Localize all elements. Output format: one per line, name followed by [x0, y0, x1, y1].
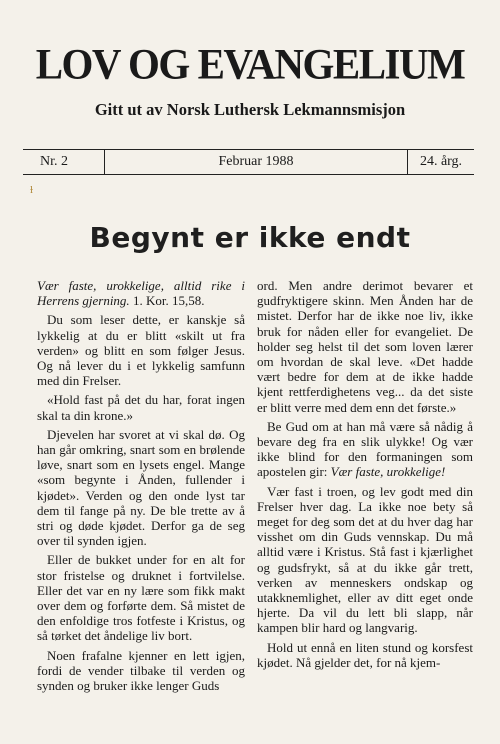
issue-volume: 24. årg. — [407, 150, 474, 174]
article-column-left — [37, 278, 245, 697]
paragraph — [257, 419, 473, 480]
epigraph — [37, 278, 245, 308]
issue-number: Nr. 2 — [23, 150, 105, 174]
paragraph: «Hold fast på det du har, forat ingen skal ta din krone.» — [37, 392, 245, 423]
paragraph: Du som leser dette, er kanskje så lykkelig at du er blitt «skilt ut fra verden» og blitt en som følger Jesus. Og nå lever du i et lykkelig samfunn med din Frelser. — [37, 312, 245, 389]
page-mark: ɫ — [30, 184, 34, 196]
masthead-title: LOV OG EVANGELIUM — [35, 39, 465, 89]
paragraph: Noen frafalne kjenner en lett igjen, fordi de vender tilbake til verden og synden og bruker ikke lenger Guds — [37, 647, 245, 694]
paragraph: Djevelen har svoret at vi skal dø. Og han går omkring, snart som en brølende løve, snart som en lysets engel. Mange «som begynte i Ånden, fullender i kjødet». Verden og den onde lyst tar dem til fange på ny. De ble trette av å stri og døde kjødet. Derfor ga de seg over til synden igjen. — [37, 426, 245, 549]
paragraph-text: Be Gud om at han må være så nådig å bevare deg fra en slik ulykke! Og vær ikke blind for den formaningen som apostelen gir: — [257, 418, 473, 480]
article-headline: Begynt er ikke endt — [89, 221, 411, 254]
masthead-subtitle: Gitt ut av Norsk Luthersk Lekmannsmisjon — [94, 100, 406, 119]
issue-bar — [23, 149, 474, 175]
issue-date: Februar 1988 — [218, 154, 294, 169]
emphasis-quote: Vær faste, urokkelige! — [330, 464, 446, 480]
epigraph-quote: Vær faste, urokkelige, alltid rike i Herrens gjerning. — [37, 278, 245, 309]
paragraph: Hold ut ennå en liten stund og korsfest kjødet. Nå gjelder det, for nå kjem- — [257, 639, 473, 670]
paragraph: ord. Men andre derimot bevarer et gudfryktigere skinn. Men Ånden har de mistet. Derfor har de ikke noe liv, ikke bruk for nåden eller for evangeliet. De holder seg helst til det som loven lærer om hvordan de skal leve. «Det hadde vært bedre for dem at de ikke hadde kjent rettferdighetens veg... da det siste er blitt verre med dem enn det første.» — [257, 278, 473, 415]
epigraph-reference: 1. Kor. 15,58. — [129, 293, 205, 309]
paragraph: Vær fast i troen, og lev godt med din Frelser hver dag. La ikke noe bety så meget for deg som det at du hver dag har visshet om din Guds vennskap. Du må alltid være i Kristus. Stå fast i kjærlighet og gudsfrykt, så at du ikke går trett, verken av menneskers ondskap og utakknemlighet, eller av ditt eget onde hjerte. Da vil du lett bli slapp, når kampen blir hard og langvarig. — [257, 483, 473, 636]
paragraph: Eller de bukket under for en alt for stor fristelse og druknet i fortvilelse. Eller det var en ny lære som fikk makt over dem og forførte dem. Så mistet de den enfoldige tros fotfeste i Kristus, og så tørket det åndelige liv bort. — [37, 552, 245, 644]
article-column-right — [257, 278, 473, 674]
